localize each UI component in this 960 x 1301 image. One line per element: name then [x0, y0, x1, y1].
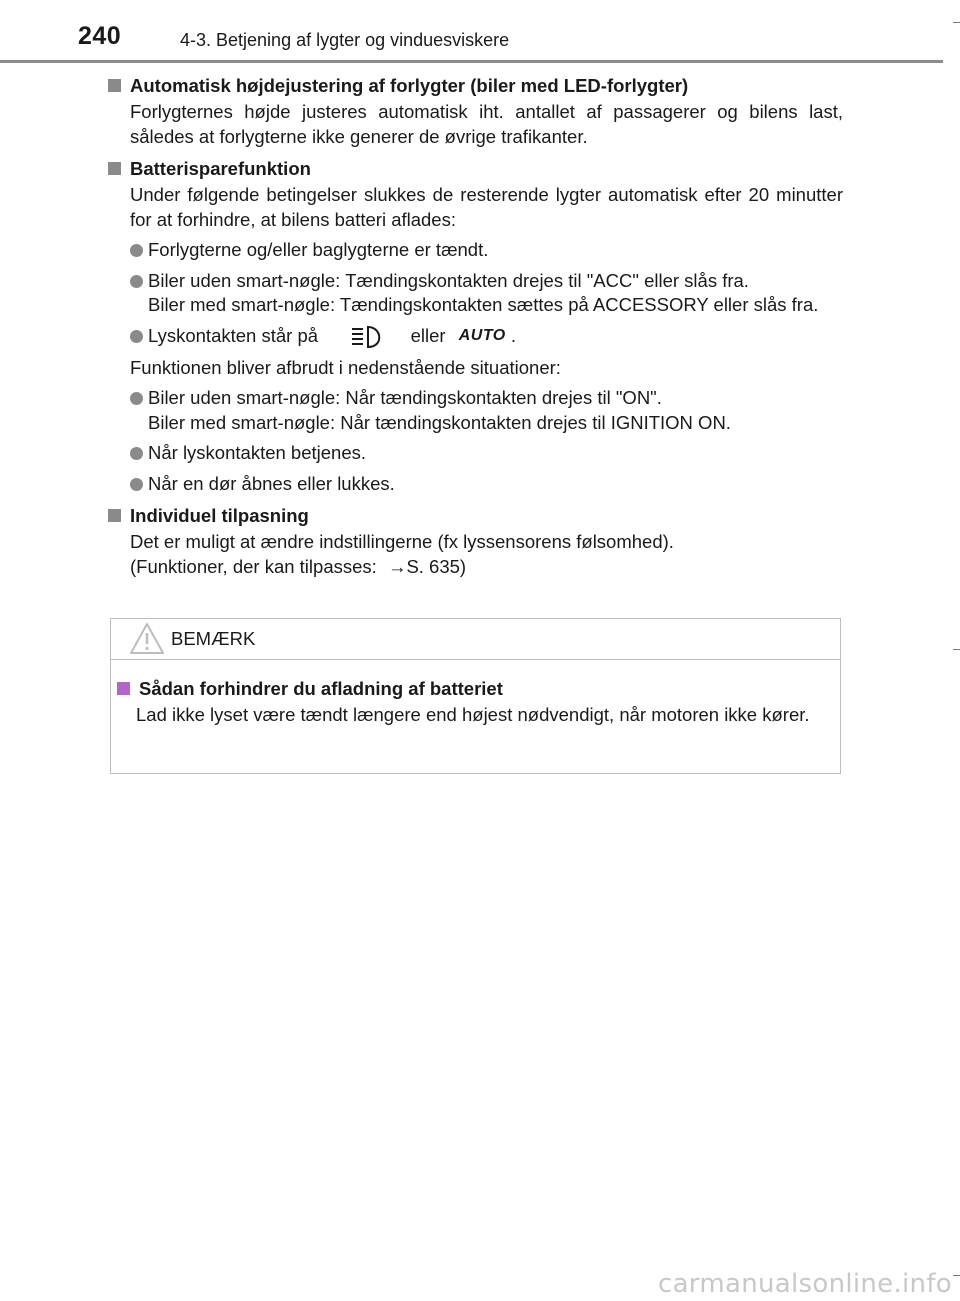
- section-heading: Individuel tilpasning: [108, 502, 843, 529]
- crop-mark: [953, 22, 960, 23]
- headlight-icon: [338, 324, 390, 350]
- crop-mark: [953, 649, 960, 650]
- list-item: Biler uden smart-nøgle: Tændingskontakten drejes til "ACC" eller slås fra. Biler med smart-nøgle: Tændingskontakten sættes på ACCESSORY eller slås fra.: [130, 269, 843, 318]
- square-bullet-icon: [117, 682, 130, 695]
- list-item: Lyskontakten står på eller AUTO .: [130, 324, 843, 350]
- warning-icon: [129, 622, 165, 656]
- round-bullet-icon: [130, 330, 143, 343]
- square-bullet-icon: [108, 162, 121, 175]
- notice-header: [111, 619, 840, 660]
- header-rule: [0, 60, 943, 63]
- page-number: 240: [78, 22, 122, 50]
- square-bullet-icon: [108, 509, 121, 522]
- paragraph: Det er muligt at ændre indstillingerne (fx lyssensorens følsomhed). (Funktioner, der kan tilpasses: →S. 635): [130, 531, 674, 577]
- paragraph: Forlygternes højde justeres automatisk iht. antallet af passagerer og bilens last, således at forlygterne ikke generer de øvrige trafikanter.: [130, 101, 843, 147]
- auto-icon: AUTO: [458, 327, 506, 345]
- watermark: carmanualsonline.info: [657, 1269, 952, 1299]
- round-bullet-icon: [130, 447, 143, 460]
- notice-box: [110, 618, 841, 774]
- notice-label: BEMÆRK: [171, 628, 256, 649]
- section-heading: Automatisk højdejustering af forlygter (biler med LED-forlygter): [108, 72, 843, 99]
- notice-text: Lad ikke lyset være tændt længere end højest nødvendigt, når motoren ikke kører.: [136, 704, 810, 725]
- square-bullet-icon: [108, 79, 121, 92]
- notice-body: [117, 675, 829, 734]
- list-item: Når en dør åbnes eller lukkes.: [130, 472, 843, 497]
- section-title: 4-3. Betjening af lygter og vinduesviskere: [180, 30, 510, 50]
- round-bullet-icon: [130, 478, 143, 491]
- list-item: Forlygterne og/eller baglygterne er tændt.: [130, 238, 843, 263]
- round-bullet-icon: [130, 275, 143, 288]
- notice-heading: Sådan forhindrer du afladning af batteriet: [117, 675, 829, 702]
- round-bullet-icon: [130, 392, 143, 405]
- page-header: [0, 0, 960, 62]
- page-reference-link[interactable]: S. 635): [406, 555, 467, 577]
- page-content: [108, 72, 843, 585]
- section-heading: Batterisparefunktion: [108, 155, 843, 182]
- list-item: Når lyskontakten betjenes.: [130, 441, 843, 466]
- round-bullet-icon: [130, 244, 143, 257]
- paragraph: Under følgende betingelser slukkes de resterende lygter automatisk efter 20 minutter for at forhindre, at bilens batteri aflades:: [130, 184, 843, 230]
- arrow-icon: →: [387, 555, 407, 577]
- list-item: Biler uden smart-nøgle: Når tændingskontakten drejes til "ON". Biler med smart-nøgle: Når tændingskontakten drejes til IGNITION ON.: [130, 386, 843, 435]
- paragraph: Funktionen bliver afbrudt i nedenstående situationer:: [130, 356, 561, 378]
- crop-mark: [953, 1275, 960, 1276]
